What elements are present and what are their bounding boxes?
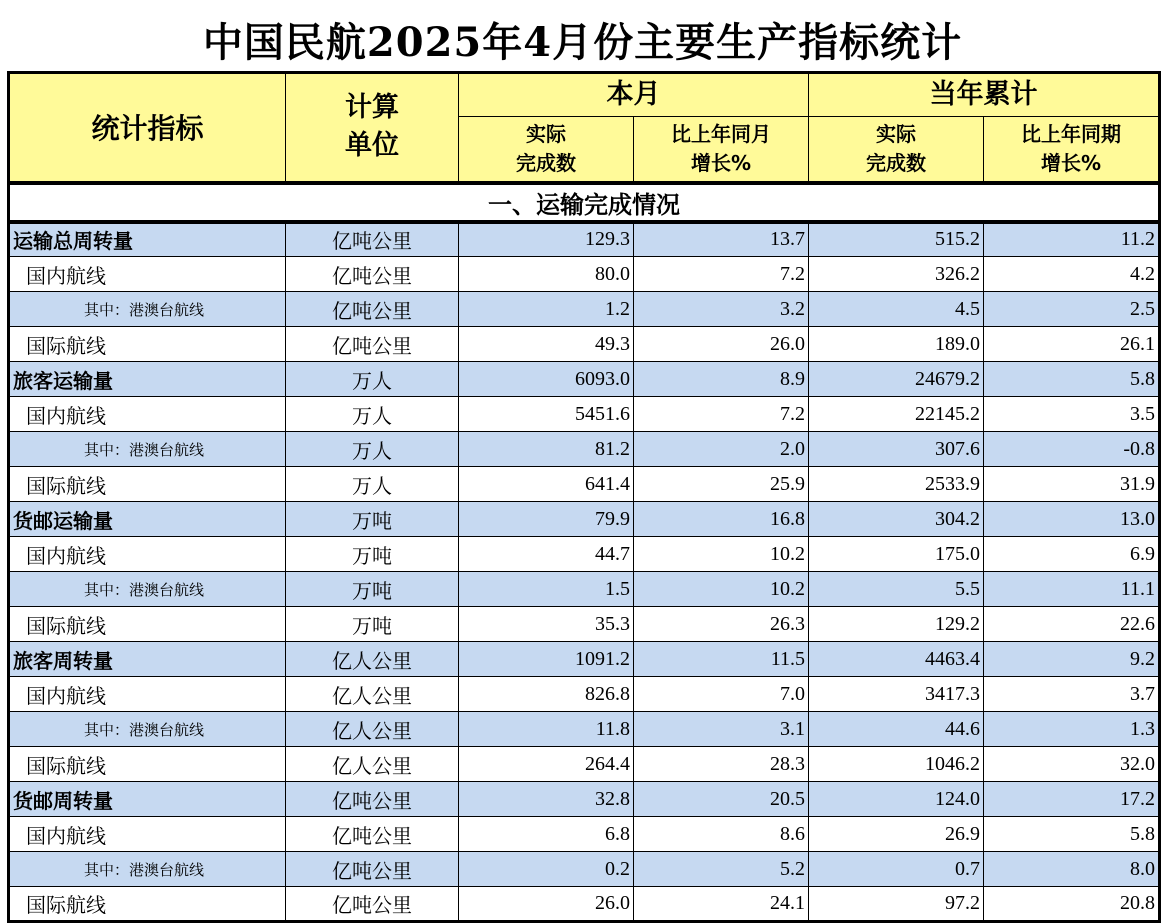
- row-unit: 万人: [286, 397, 459, 432]
- row-month-actual: 264.4: [459, 747, 634, 782]
- row-ytd-actual: 307.6: [809, 432, 984, 467]
- table-body: [9, 183, 1160, 922]
- table-row: [9, 712, 1160, 747]
- header-unit-line2: 单位: [345, 130, 399, 162]
- row-month-actual: 32.8: [459, 782, 634, 817]
- row-name: 国内航线: [9, 397, 286, 432]
- table-row: [9, 467, 1160, 502]
- table-row: [9, 782, 1160, 817]
- row-unit: 万人: [286, 362, 459, 397]
- row-name: 货邮运输量: [9, 502, 286, 537]
- row-month-growth: 3.1: [634, 712, 809, 747]
- row-ytd-actual: 189.0: [809, 327, 984, 362]
- row-unit: 亿人公里: [286, 747, 459, 782]
- row-name: 国内航线: [9, 817, 286, 852]
- row-ytd-actual: 22145.2: [809, 397, 984, 432]
- row-unit: 亿吨公里: [286, 292, 459, 327]
- table-row: [9, 607, 1160, 642]
- table-row: [9, 677, 1160, 712]
- row-name: 其中：港澳台航线: [9, 852, 286, 887]
- row-month-growth: 7.0: [634, 677, 809, 712]
- row-month-growth: 25.9: [634, 467, 809, 502]
- row-month-growth: 5.2: [634, 852, 809, 887]
- row-month-growth: 10.2: [634, 572, 809, 607]
- section-title: 一、运输完成情况: [9, 183, 1160, 222]
- row-unit: 亿人公里: [286, 712, 459, 747]
- row-month-growth: 11.5: [634, 642, 809, 677]
- table-row: [9, 362, 1160, 397]
- row-ytd-actual: 5.5: [809, 572, 984, 607]
- row-ytd-actual: 26.9: [809, 817, 984, 852]
- row-name: 货邮周转量: [9, 782, 286, 817]
- row-name: 国际航线: [9, 327, 286, 362]
- row-unit: 万人: [286, 432, 459, 467]
- row-ytd-actual: 97.2: [809, 887, 984, 922]
- row-month-actual: 81.2: [459, 432, 634, 467]
- row-month-actual: 1091.2: [459, 642, 634, 677]
- row-month-actual: 79.9: [459, 502, 634, 537]
- row-ytd-actual: 4463.4: [809, 642, 984, 677]
- header-unit: [286, 73, 459, 183]
- header-ytd-growth: [984, 117, 1160, 183]
- row-ytd-growth: 5.8: [984, 362, 1160, 397]
- row-month-growth: 10.2: [634, 537, 809, 572]
- row-unit: 万吨: [286, 537, 459, 572]
- row-month-growth: 16.8: [634, 502, 809, 537]
- row-name: 国际航线: [9, 607, 286, 642]
- row-name: 国际航线: [9, 747, 286, 782]
- row-name: 其中：港澳台航线: [9, 572, 286, 607]
- table-row: [9, 432, 1160, 467]
- header-month: 本月: [459, 73, 809, 117]
- row-name: 旅客周转量: [9, 642, 286, 677]
- table-row: [9, 327, 1160, 362]
- row-name: 其中：港澳台航线: [9, 712, 286, 747]
- row-unit: 亿吨公里: [286, 327, 459, 362]
- row-ytd-actual: 3417.3: [809, 677, 984, 712]
- row-ytd-growth: 11.2: [984, 222, 1160, 257]
- row-month-actual: 0.2: [459, 852, 634, 887]
- table-row: [9, 502, 1160, 537]
- row-month-growth: 26.3: [634, 607, 809, 642]
- row-ytd-actual: 515.2: [809, 222, 984, 257]
- row-unit: 万吨: [286, 607, 459, 642]
- row-name: 其中：港澳台航线: [9, 432, 286, 467]
- row-unit: 万吨: [286, 502, 459, 537]
- row-ytd-actual: 44.6: [809, 712, 984, 747]
- row-ytd-actual: 4.5: [809, 292, 984, 327]
- row-month-actual: 26.0: [459, 887, 634, 922]
- row-ytd-growth: 32.0: [984, 747, 1160, 782]
- table-row: [9, 887, 1160, 922]
- page-title: 中国民航2025年4月份主要生产指标统计: [202, 19, 963, 66]
- row-unit: 亿人公里: [286, 677, 459, 712]
- row-ytd-growth: 13.0: [984, 502, 1160, 537]
- row-month-growth: 26.0: [634, 327, 809, 362]
- row-month-growth: 7.2: [634, 257, 809, 292]
- row-ytd-growth: -0.8: [984, 432, 1160, 467]
- row-name: 国内航线: [9, 677, 286, 712]
- row-ytd-growth: 2.5: [984, 292, 1160, 327]
- row-month-actual: 11.8: [459, 712, 634, 747]
- row-ytd-growth: 1.3: [984, 712, 1160, 747]
- header-ytd-actual-line2: 完成数: [866, 150, 926, 175]
- row-month-growth: 7.2: [634, 397, 809, 432]
- header-month-growth-line1: 比上年同月: [671, 121, 771, 146]
- table-row: [9, 852, 1160, 887]
- row-ytd-actual: 304.2: [809, 502, 984, 537]
- table-row: [9, 397, 1160, 432]
- row-month-actual: 6093.0: [459, 362, 634, 397]
- row-month-actual: 1.5: [459, 572, 634, 607]
- table-row: [9, 292, 1160, 327]
- row-ytd-growth: 6.9: [984, 537, 1160, 572]
- row-name: 旅客运输量: [9, 362, 286, 397]
- row-name: 国内航线: [9, 257, 286, 292]
- table-row: [9, 257, 1160, 292]
- header-month-actual-line2: 完成数: [516, 150, 576, 175]
- row-month-actual: 129.3: [459, 222, 634, 257]
- row-unit: 亿吨公里: [286, 782, 459, 817]
- row-unit: 亿吨公里: [286, 817, 459, 852]
- header-ytd-actual: [809, 117, 984, 183]
- row-ytd-actual: 0.7: [809, 852, 984, 887]
- table-row: [9, 537, 1160, 572]
- row-ytd-growth: 9.2: [984, 642, 1160, 677]
- row-ytd-growth: 8.0: [984, 852, 1160, 887]
- row-month-actual: 5451.6: [459, 397, 634, 432]
- row-month-actual: 6.8: [459, 817, 634, 852]
- row-unit: 亿人公里: [286, 642, 459, 677]
- header-ytd-growth-line1: 比上年同期: [1021, 121, 1121, 146]
- header-ytd-actual-line1: 实际: [876, 121, 916, 146]
- header-ytd-growth-line2: 增长%: [1040, 150, 1102, 175]
- row-unit: 亿吨公里: [286, 257, 459, 292]
- row-ytd-actual: 175.0: [809, 537, 984, 572]
- row-ytd-actual: 24679.2: [809, 362, 984, 397]
- row-unit: 万吨: [286, 572, 459, 607]
- row-ytd-growth: 5.8: [984, 817, 1160, 852]
- row-month-actual: 44.7: [459, 537, 634, 572]
- row-ytd-growth: 4.2: [984, 257, 1160, 292]
- header-indicator: 统计指标: [9, 73, 286, 183]
- row-month-growth: 8.9: [634, 362, 809, 397]
- header-month-actual-line1: 实际: [526, 121, 566, 146]
- row-month-actual: 35.3: [459, 607, 634, 642]
- header-ytd: 当年累计: [809, 73, 1160, 117]
- row-unit: 亿吨公里: [286, 852, 459, 887]
- table-row: [9, 817, 1160, 852]
- row-unit: 亿吨公里: [286, 887, 459, 922]
- row-unit: 万人: [286, 467, 459, 502]
- row-unit: 亿吨公里: [286, 222, 459, 257]
- row-ytd-growth: 22.6: [984, 607, 1160, 642]
- row-month-growth: 8.6: [634, 817, 809, 852]
- row-ytd-growth: 3.7: [984, 677, 1160, 712]
- row-ytd-growth: 11.1: [984, 572, 1160, 607]
- row-name: 国际航线: [9, 887, 286, 922]
- row-ytd-actual: 326.2: [809, 257, 984, 292]
- row-ytd-growth: 17.2: [984, 782, 1160, 817]
- row-month-actual: 826.8: [459, 677, 634, 712]
- table-row: [9, 572, 1160, 607]
- row-name: 运输总周转量: [9, 222, 286, 257]
- header-month-growth: [634, 117, 809, 183]
- row-month-growth: 20.5: [634, 782, 809, 817]
- row-month-actual: 641.4: [459, 467, 634, 502]
- row-month-growth: 13.7: [634, 222, 809, 257]
- row-month-growth: 24.1: [634, 887, 809, 922]
- table-row: [9, 222, 1160, 257]
- header-unit-line1: 计算: [345, 92, 399, 124]
- row-month-actual: 80.0: [459, 257, 634, 292]
- row-month-growth: 28.3: [634, 747, 809, 782]
- table-row: [9, 642, 1160, 677]
- row-month-actual: 49.3: [459, 327, 634, 362]
- row-name: 国际航线: [9, 467, 286, 502]
- row-ytd-growth: 20.8: [984, 887, 1160, 922]
- table-row: [9, 747, 1160, 782]
- section-row: [9, 183, 1160, 222]
- header-month-actual: [459, 117, 634, 183]
- row-month-growth: 3.2: [634, 292, 809, 327]
- row-ytd-actual: 1046.2: [809, 747, 984, 782]
- row-ytd-growth: 26.1: [984, 327, 1160, 362]
- row-month-growth: 2.0: [634, 432, 809, 467]
- header-month-growth-line2: 增长%: [690, 150, 752, 175]
- row-ytd-actual: 129.2: [809, 607, 984, 642]
- row-name: 其中：港澳台航线: [9, 292, 286, 327]
- row-ytd-growth: 3.5: [984, 397, 1160, 432]
- row-ytd-growth: 31.9: [984, 467, 1160, 502]
- row-ytd-actual: 2533.9: [809, 467, 984, 502]
- statistics-table: [7, 71, 1161, 923]
- row-name: 国内航线: [9, 537, 286, 572]
- row-ytd-actual: 124.0: [809, 782, 984, 817]
- row-month-actual: 1.2: [459, 292, 634, 327]
